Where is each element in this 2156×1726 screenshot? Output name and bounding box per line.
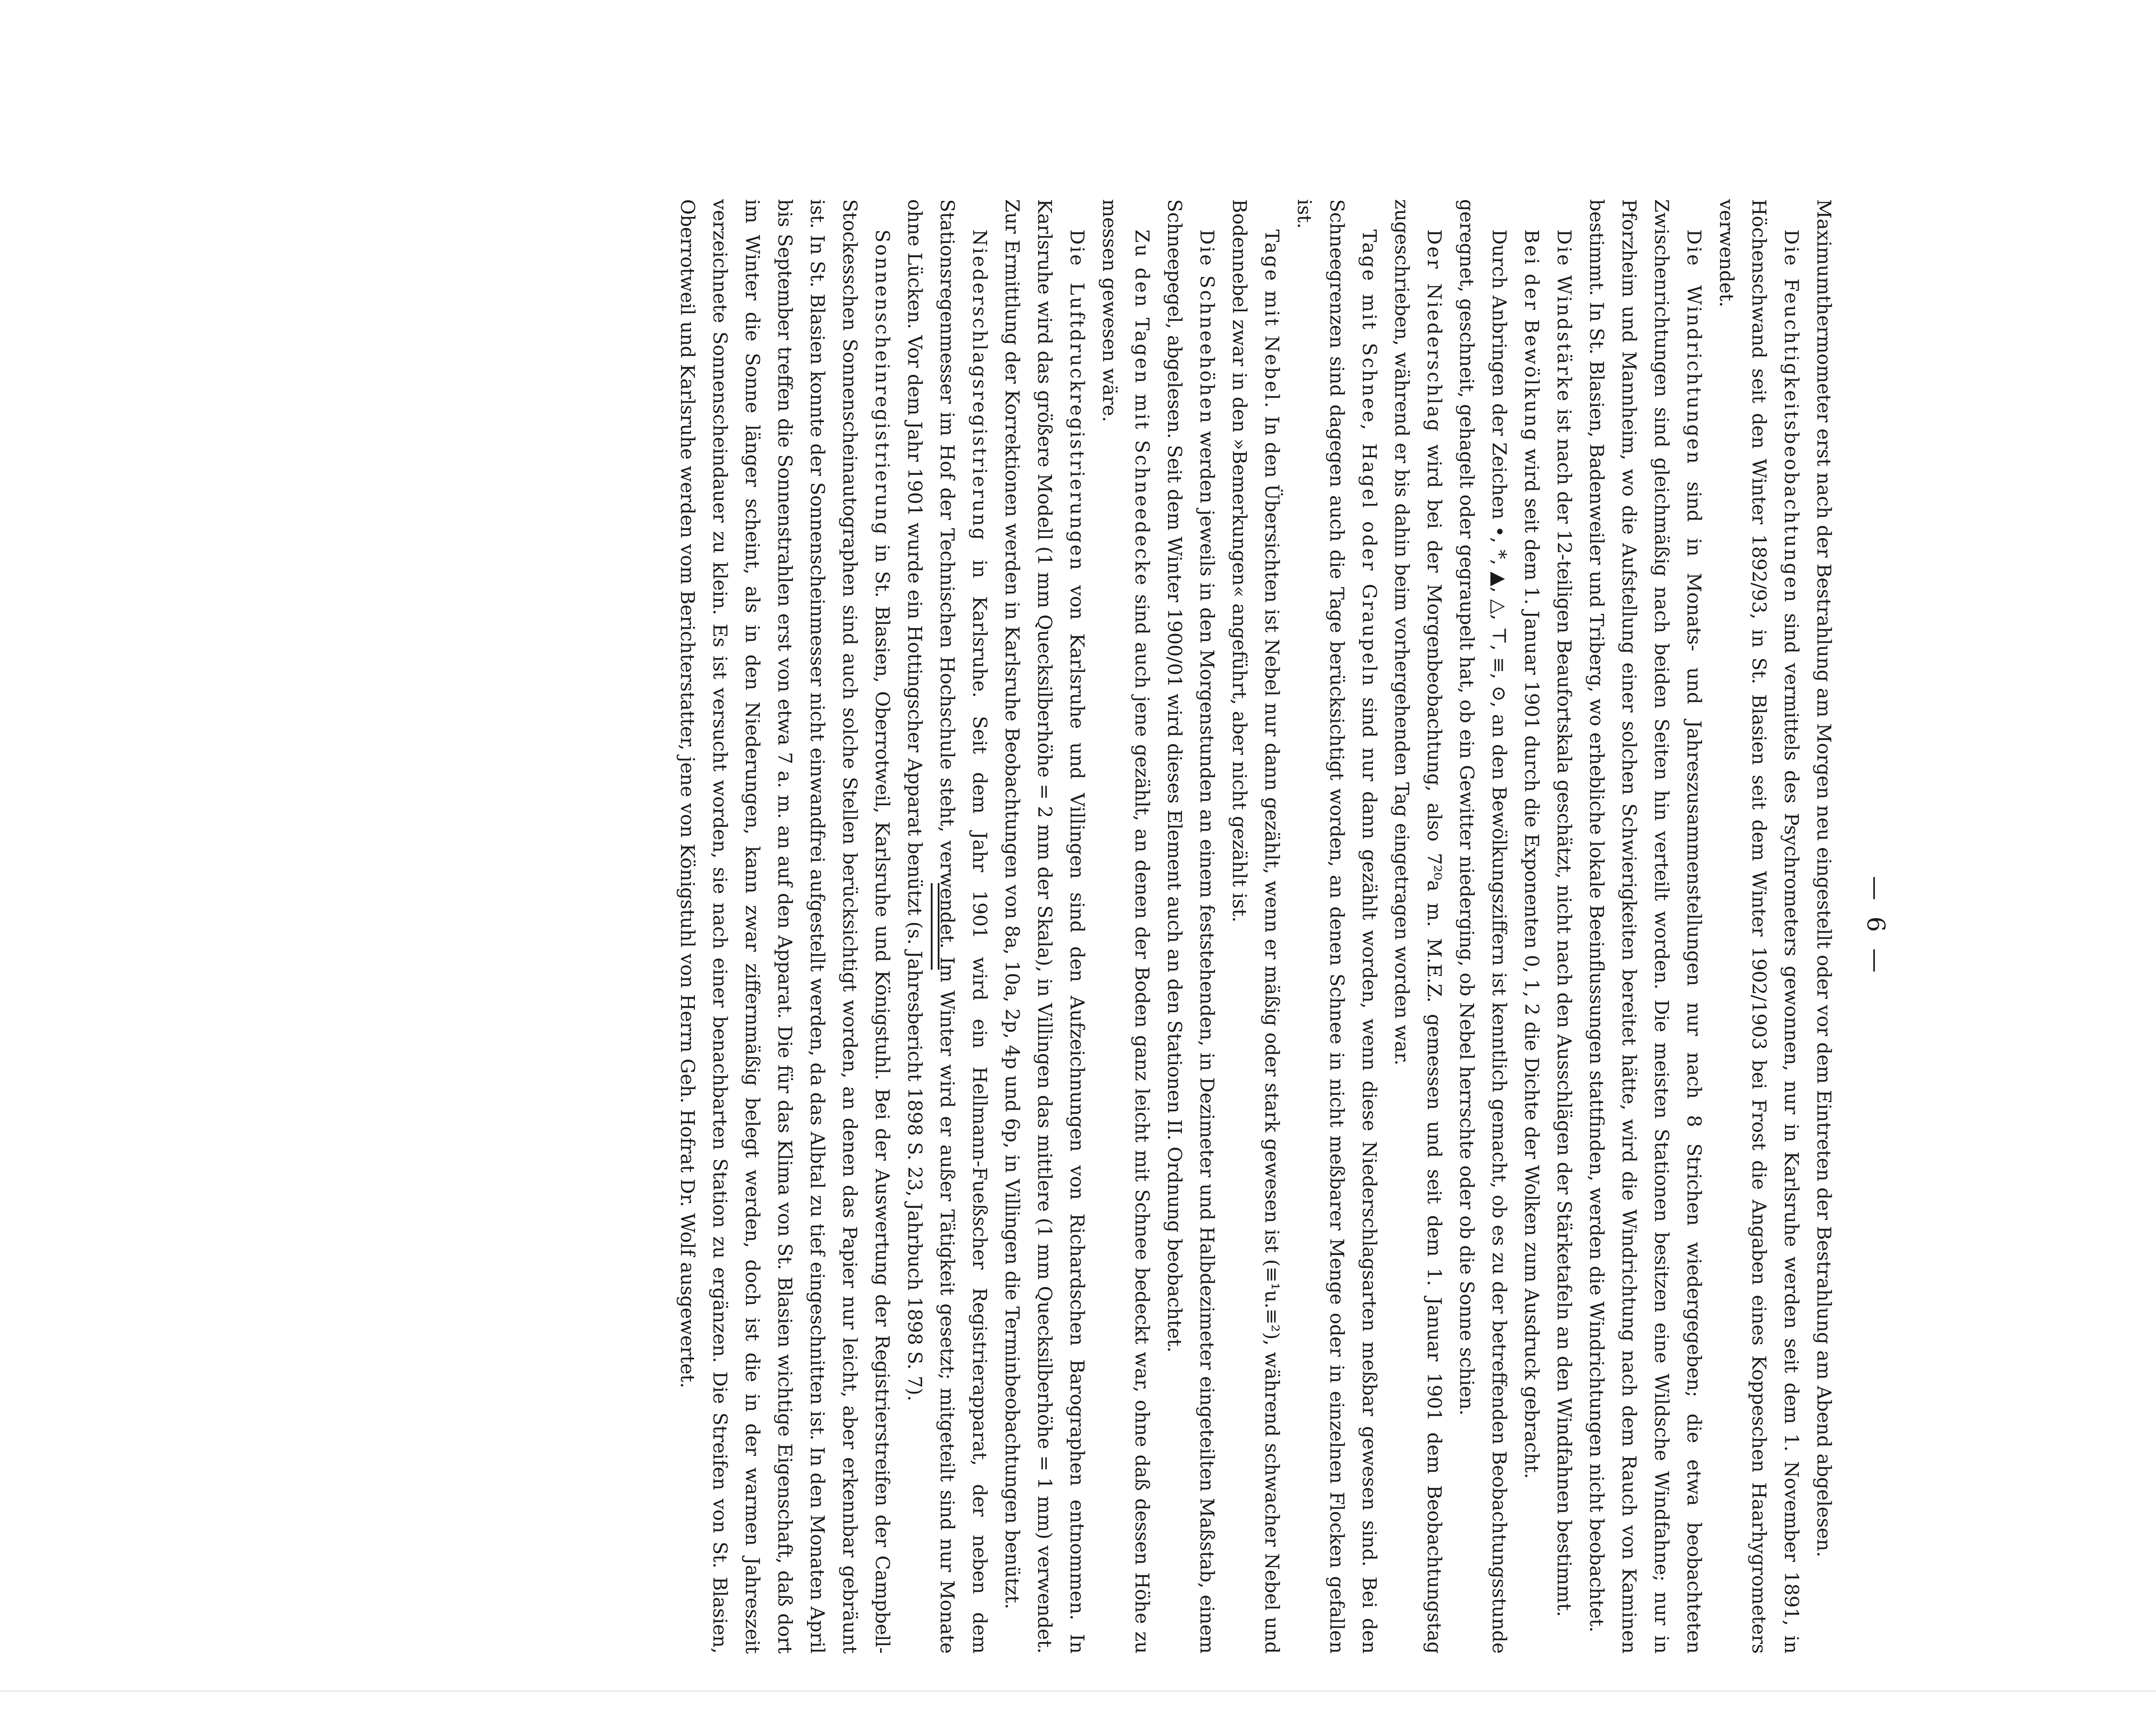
paragraph xyxy=(1807,199,1840,1654)
paragraph-lead: Zu den Tagen mit Schneedecke xyxy=(1131,229,1153,587)
paragraph-lead: Die Feuchtigkeitsbeobachtungen xyxy=(1780,229,1802,604)
paragraph-lead: Die Windrichtungen xyxy=(1683,229,1705,465)
paragraph-text: sind auch jene gezählt, an denen der Boden ganz leicht mit Schnee bedeckt war, ohne daß dessen Höhe zu messen gewesen wäre. xyxy=(1098,199,1153,1654)
paragraph xyxy=(1223,199,1288,1654)
paragraph xyxy=(1548,199,1580,1654)
paragraph-text: sind vermittels des Psychrometers gewonnen, nur in Karlsruhe werden seit dem 1. November 1891, in Höchenschwand seit den Winter 1892/93, in St. Blasien seit dem Winter 1902/1903 bei Frost die Angaben eines Koppeschen Haarhygrometers verwendet. xyxy=(1715,199,1802,1654)
rotated-page-frame xyxy=(403,173,1909,1654)
paragraph-text: wird bei der Morgenbeobachtung, also 7²⁰a m. M.E.Z. gemessen und seit dem 1. Januar 1901 dem Beobachtungstag zugeschrieben, während er bis dahin beim vorhergehenden Tag eingetragen worden war. xyxy=(1391,199,1445,1654)
book-page xyxy=(567,173,1909,1680)
paragraph-text: In den Übersichten ist Nebel nur dann gezählt, wenn er mäßig oder stark gewesen ist (≡¹u.≡²), während schwacher Nebel und Bodennebel zwar in den »Bemerkungen« angeführt, aber nicht gezählt ist. xyxy=(1228,199,1283,1654)
paragraph-lead: Die Windstärke xyxy=(1553,229,1575,403)
paragraph-text: sind in Monats- und Jahreszusammenstellungen nur nach 8 Strichen wiedergegeben; die etwa beobachteten Zwischenrichtungen sind gleichmäßig nach beiden Seiten hin verteilt worden. Die meisten Stationen besitzen eine Wildsche Windfahne; nur in Pforzheim und Mannheim, wo die Aufstellung einer solchen Schwierigkeiten bereitet hätte, wird die Windrichtung nach dem Rauch von Kaminen bestimmt. In St. Blasien, Badenweiler und Triberg, wo erhebliche lokale Beeinflussungen stattfinden, werden die Windrichtungen nicht beobachtet. xyxy=(1585,199,1705,1654)
paragraph xyxy=(898,199,996,1654)
paragraph xyxy=(1093,199,1158,1654)
paragraph-lead: Bei der Bewölkung xyxy=(1520,229,1543,442)
paragraph xyxy=(1515,199,1548,1654)
paragraph-lead: Niederschlagsregistrierung xyxy=(968,229,991,542)
paragraph xyxy=(996,199,1093,1654)
end-rule xyxy=(931,883,939,970)
paragraph-text: werden jeweils in den Morgenstunden an einem feststehenden, in Dezimeter und Halbdezimeter eingeteilten Maßstab, einem Schneepegel, abgelesen. Seit dem Winter 1900/01 wird dieses Element auch an den Stationen II. Ordnung beobachtet. xyxy=(1163,199,1218,1654)
paragraph-lead: Tage mit Nebel. xyxy=(1261,229,1283,410)
paragraph-text: wird seit dem 1. Januar 1901 durch die Exponenten 0, 1, 2 die Dichte der Wolken zum Ausdruck gebracht. xyxy=(1520,442,1543,1479)
paragraph xyxy=(1158,199,1223,1654)
paragraph-text: in St. Blasien, Oberrotweil, Karlsruhe und Königstuhl. Bei der Auswertung der Registrierstreifen der Campbell-Stockesschen Sonnenscheinautographen sind auch solche Stellen berücksichtigt worden, an denen das Papier nur leicht, aber erkennbar gebräunt ist. In St. Blasien konnte der Sonnenscheinmesser nicht einwandfrei aufgestellt werden, da das Albtal zu tief eingeschnitten ist. In den Monaten April bis September treffen die Sonnenstrahlen erst von etwa 7 a. m. an auf den Apparat. Die für das Klima von St. Blasien wichtige Eigenschaft, daß dort im Winter die Sonne länger scheint, als in den Niederungen, kann zwar ziffernmäßig belegt werden, doch ist die in der warmen Jahreszeit verzeichnete Sonnenscheindauer zu klein. Es ist versucht worden, sie nach einer benachbarten Station zu ergänzen. Die Streifen von St. Blasien, Oberrotweil und Karlsruhe werden vom Berichterstatter, jene von Königstuhl von Herrn Geh. Hofrat Dr. Wolf ausgewertet. xyxy=(676,199,893,1654)
paragraph xyxy=(1288,199,1385,1654)
paragraph xyxy=(1450,199,1515,1654)
paragraph xyxy=(1580,199,1710,1654)
paragraph xyxy=(1385,199,1450,1654)
body-text xyxy=(671,199,1840,1654)
paragraph xyxy=(671,199,898,1654)
paragraph-lead: Die Luftdruckregistrierungen xyxy=(1066,229,1088,572)
paragraph-text: Maximumthermometer erst nach der Bestrahlung am Morgen neu eingestellt oder vor dem Eintreten der Bestrahlung am Abend abgelesen. xyxy=(1813,199,1835,1558)
paragraph-text: Durch Anbringen der Zeichen •, *, ▲, △, ⊤, ≡, ⊙, an den Bewölkungsziffern ist kenntlich gemacht, ob es zu der betreffenden Beobachtungsstunde geregnet, geschneit, gehagelt oder gegraupelt hat, ob ein Gewitter niederging, ob Nebel herrschte oder ob die Sonne schien. xyxy=(1456,199,1510,1654)
paragraph-text: in Karlsruhe. Seit dem Jahr 1901 wird ein Hellmann-Fueßscher Registrierapparat, der neben dem Stationsregenmesser im Hof der Technischen Hochschule steht, verwendet. Im Winter wird er außer Tätigkeit gesetzt; mitgeteilt sind nur Monate ohne Lücken. Vor dem Jahr 1901 wurde ein Hottingscher Apparat benützt (s. Jahresbericht 1898 S. 23, Jahrbuch 1898 S. 7). xyxy=(904,199,991,1654)
paragraph-text: sind nur dann gezählt worden, wenn diese Niederschlagsarten meßbar gewesen sind. Bei den Schneegrenzen sind dagegen auch die Tage berücksichtigt worden, an denen Schnee in nicht meßbarer Menge oder in einzelnen Flocken gefallen ist. xyxy=(1293,199,1380,1654)
page-number: — 6 — xyxy=(1862,876,1890,977)
scan-edge xyxy=(0,1691,2156,1709)
paragraph-text: von Karlsruhe und Villingen sind den Aufzeichnungen von Richardschen Barographen entnommen. In Karlsruhe wird das größere Modell (1 mm Quecksilberhöhe = 2 mm der Skala), in Villingen das mittlere (1 mm Quecksilberhöhe = 1 mm) verwendet. Zur Ermittlung der Korrektionen werden in Karlsruhe Beobachtungen von 8a, 10a, 2p, 4p und 6p, in Villingen die Terminbeobachtungen benützt. xyxy=(1001,199,1088,1654)
paragraph-lead: Die Schneehöhen xyxy=(1196,229,1218,425)
paragraph-lead: Sonnenscheinregistrierung xyxy=(871,229,893,536)
paragraph-lead: Tage mit Schnee, Hagel oder Graupeln xyxy=(1358,229,1380,687)
paragraph xyxy=(1710,199,1807,1654)
paragraph-text: ist nach der 12-teiligen Beaufortskala geschätzt, nicht nach den Ausschlägen der Stärketafeln an den Windfahnen bestimmt. xyxy=(1553,403,1575,1617)
paragraph-lead: Der Niederschlag xyxy=(1423,229,1445,433)
